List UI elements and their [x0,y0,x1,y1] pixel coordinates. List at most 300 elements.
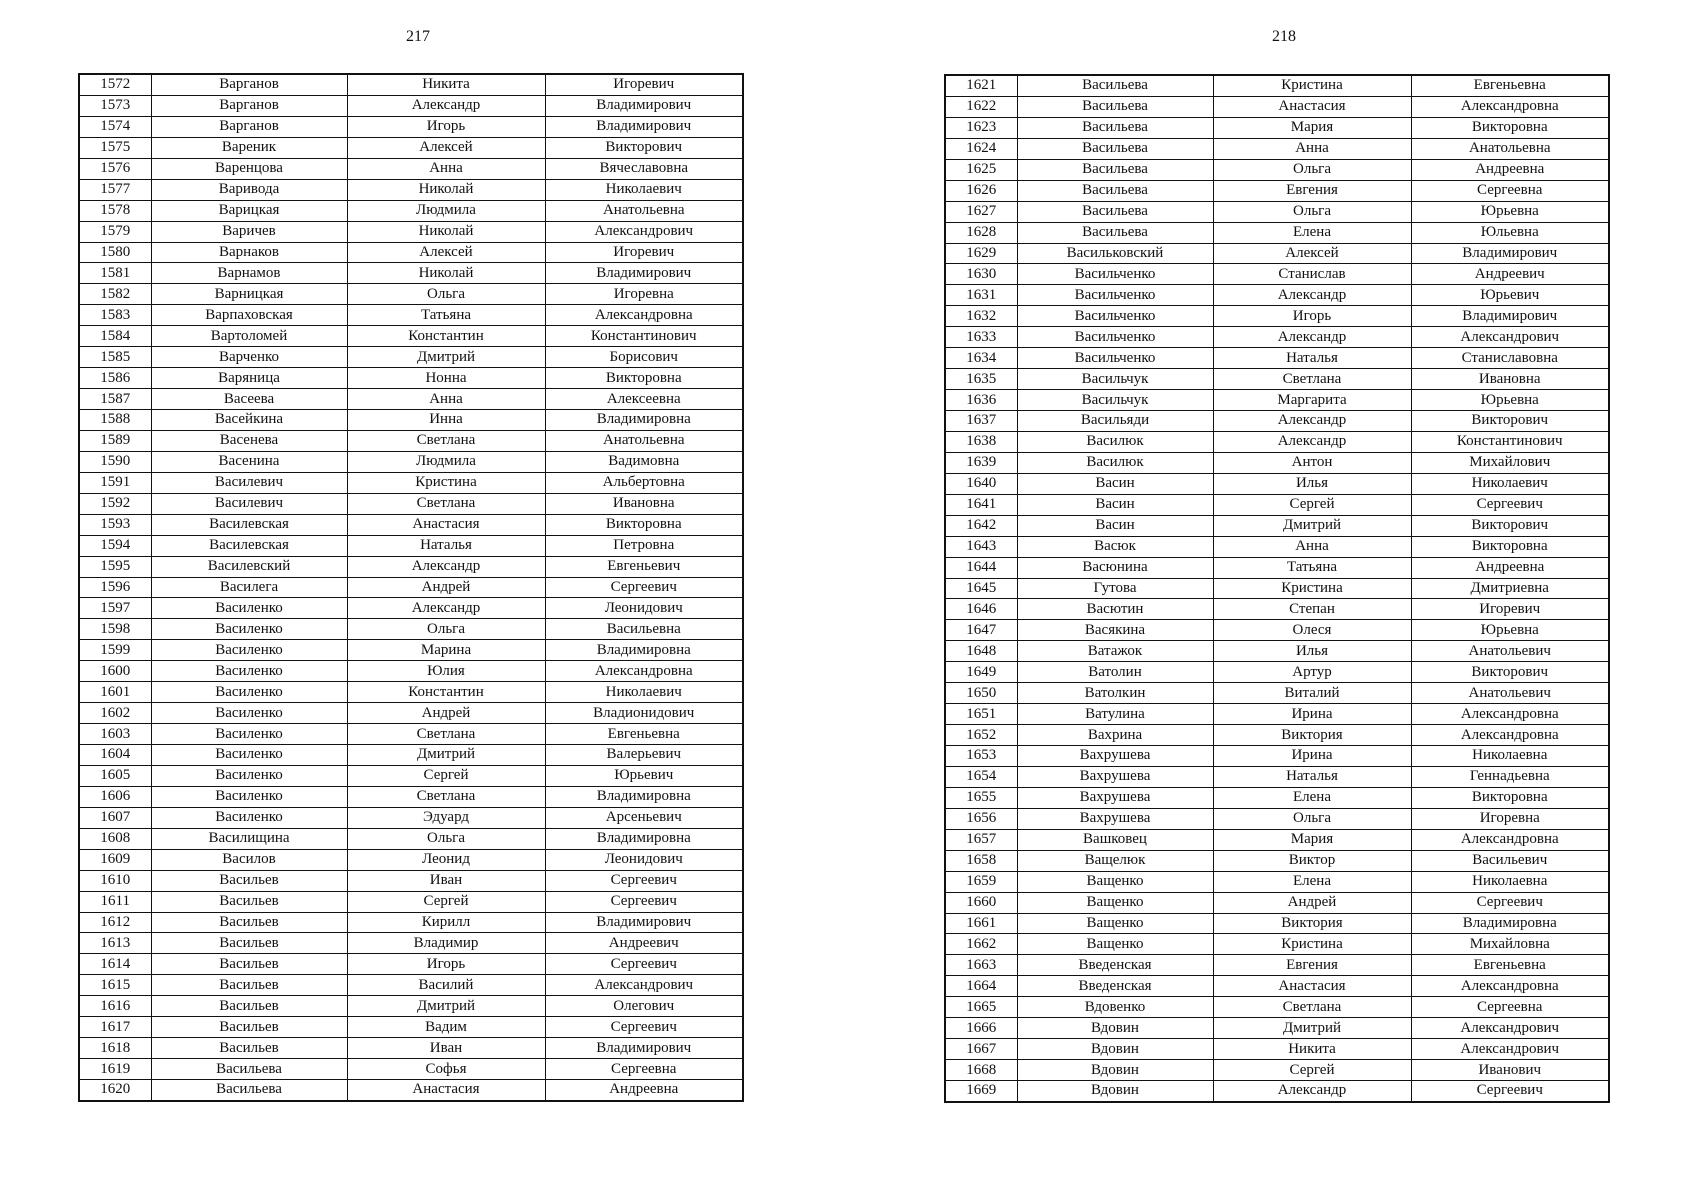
patronymic-cell: Алексеевна [545,389,743,410]
surname-cell: Василенко [151,682,347,703]
table-row [945,704,1609,725]
patronymic-cell: Владимировна [545,786,743,807]
row-number-cell: 1664 [945,976,1017,997]
patronymic-cell: Владимировна [1411,913,1609,934]
patronymic-cell: Васильевич [1411,850,1609,871]
table-row [945,494,1609,515]
table-row [79,95,743,116]
patronymic-cell: Дмитриевна [1411,578,1609,599]
table-row [79,368,743,389]
surname-cell: Васильева [1017,75,1213,96]
row-number-cell: 1593 [79,514,151,535]
first-name-cell: Дмитрий [347,745,545,766]
row-number-cell: 1637 [945,411,1017,432]
surname-cell: Васильченко [1017,264,1213,285]
patronymic-cell: Юрьевна [1411,620,1609,641]
row-number-cell: 1594 [79,535,151,556]
first-name-cell: Никита [1213,1039,1411,1060]
row-number-cell: 1625 [945,159,1017,180]
table-row [79,556,743,577]
patronymic-cell: Сергеевич [1411,1081,1609,1102]
table-row [79,284,743,305]
patronymic-cell: Андреевна [1411,557,1609,578]
first-name-cell: Вадим [347,1017,545,1038]
table-row [79,116,743,137]
patronymic-cell: Александровна [545,305,743,326]
surname-cell: Василенко [151,703,347,724]
patronymic-cell: Александровна [545,661,743,682]
table-row [945,452,1609,473]
table-row [79,933,743,954]
first-name-cell: Леонид [347,849,545,870]
row-number-cell: 1661 [945,913,1017,934]
patronymic-cell: Сергеевич [545,870,743,891]
surname-cell: Ватулина [1017,704,1213,725]
patronymic-cell: Александровна [1411,976,1609,997]
first-name-cell: Евгения [1213,955,1411,976]
patronymic-cell: Николаевна [1411,746,1609,767]
patronymic-cell: Владимировна [545,640,743,661]
surname-cell: Вахрушева [1017,766,1213,787]
patronymic-cell: Владимирович [545,116,743,137]
first-name-cell: Наталья [1213,348,1411,369]
patronymic-cell: Викторовна [1411,787,1609,808]
row-number-cell: 1654 [945,766,1017,787]
surname-cell: Варницкая [151,284,347,305]
surname-cell: Васенина [151,451,347,472]
surname-cell: Василенко [151,724,347,745]
first-name-cell: Кристина [1213,75,1411,96]
row-number-cell: 1579 [79,221,151,242]
patronymic-cell: Андреевич [545,933,743,954]
first-name-cell: Светлана [347,493,545,514]
row-number-cell: 1630 [945,264,1017,285]
table-row [945,955,1609,976]
left-page [78,0,758,1200]
table-row [945,683,1609,704]
surname-cell: Василега [151,577,347,598]
first-name-cell: Ирина [1213,746,1411,767]
table-row [945,431,1609,452]
table-row [945,1060,1609,1081]
surname-cell: Васин [1017,515,1213,536]
row-number-cell: 1609 [79,849,151,870]
patronymic-cell: Викторович [1411,662,1609,683]
table-row [945,264,1609,285]
first-name-cell: Николай [347,263,545,284]
patronymic-cell: Михайлович [1411,452,1609,473]
surname-cell: Варенцова [151,158,347,179]
row-number-cell: 1636 [945,390,1017,411]
first-name-cell: Юлия [347,661,545,682]
row-number-cell: 1628 [945,222,1017,243]
row-number-cell: 1586 [79,368,151,389]
patronymic-cell: Сергеевич [545,891,743,912]
surname-cell: Ватажок [1017,641,1213,662]
row-number-cell: 1587 [79,389,151,410]
row-number-cell: 1626 [945,180,1017,201]
patronymic-cell: Викторович [545,137,743,158]
surname-cell: Введенская [1017,955,1213,976]
surname-cell: Варнамов [151,263,347,284]
first-name-cell: Анна [1213,138,1411,159]
patronymic-cell: Александровна [1411,96,1609,117]
row-number-cell: 1629 [945,243,1017,264]
row-number-cell: 1666 [945,1018,1017,1039]
row-number-cell: 1656 [945,808,1017,829]
table-row [79,347,743,368]
table-row [945,180,1609,201]
surname-cell: Васильева [151,1080,347,1101]
table-row [945,369,1609,390]
surname-cell: Варяница [151,368,347,389]
row-number-cell: 1611 [79,891,151,912]
patronymic-cell: Владимирович [545,912,743,933]
table-row [945,787,1609,808]
surname-cell: Васильковский [1017,243,1213,264]
patronymic-cell: Вадимовна [545,451,743,472]
patronymic-cell: Владимирович [545,95,743,116]
patronymic-cell: Арсеньевич [545,807,743,828]
first-name-cell: Константин [347,682,545,703]
patronymic-cell: Михайловна [1411,934,1609,955]
first-name-cell: Артур [1213,662,1411,683]
surname-cell: Вартоломей [151,326,347,347]
row-number-cell: 1646 [945,599,1017,620]
first-name-cell: Александр [347,556,545,577]
first-name-cell: Светлана [1213,369,1411,390]
table-row [79,954,743,975]
first-name-cell: Людмила [347,200,545,221]
first-name-cell: Мария [1213,117,1411,138]
table-row [945,557,1609,578]
row-number-cell: 1642 [945,515,1017,536]
first-name-cell: Александр [1213,411,1411,432]
row-number-cell: 1632 [945,306,1017,327]
patronymic-cell: Евгеньевна [1411,75,1609,96]
row-number-cell: 1583 [79,305,151,326]
table-row [79,242,743,263]
first-name-cell: Людмила [347,451,545,472]
row-number-cell: 1624 [945,138,1017,159]
table-row [945,829,1609,850]
first-name-cell: Сергей [347,891,545,912]
table-row [945,976,1609,997]
row-number-cell: 1647 [945,620,1017,641]
row-number-cell: 1657 [945,829,1017,850]
surname-cell: Варченко [151,347,347,368]
table-row [945,641,1609,662]
surname-cell: Васильев [151,933,347,954]
row-number-cell: 1607 [79,807,151,828]
first-name-cell: Антон [1213,452,1411,473]
row-number-cell: 1618 [79,1038,151,1059]
surname-cell: Василенко [151,661,347,682]
first-name-cell: Кирилл [347,912,545,933]
surname-cell: Василенко [151,745,347,766]
row-number-cell: 1645 [945,578,1017,599]
patronymic-cell: Леонидович [545,849,743,870]
surname-cell: Варнаков [151,242,347,263]
patronymic-cell: Александровна [1411,725,1609,746]
row-number-cell: 1640 [945,473,1017,494]
surname-cell: Васюк [1017,536,1213,557]
surname-cell: Васильев [151,996,347,1017]
table-row [79,849,743,870]
row-number-cell: 1596 [79,577,151,598]
table-row [79,619,743,640]
patronymic-cell: Сергеевна [545,1059,743,1080]
first-name-cell: Светлана [347,430,545,451]
row-number-cell: 1617 [79,1017,151,1038]
first-name-cell: Эдуард [347,807,545,828]
row-number-cell: 1575 [79,137,151,158]
table-row [79,828,743,849]
table-row [945,473,1609,494]
first-name-cell: Кристина [347,472,545,493]
surname-cell: Василенко [151,807,347,828]
table-row [945,327,1609,348]
surname-cell: Васильченко [1017,285,1213,306]
table-row [945,850,1609,871]
first-name-cell: Ольга [1213,159,1411,180]
surname-cell: Вахрушева [1017,787,1213,808]
first-name-cell: Елена [1213,871,1411,892]
surname-cell: Ващенко [1017,871,1213,892]
patronymic-cell: Александрович [1411,327,1609,348]
first-name-cell: Сергей [1213,1060,1411,1081]
patronymic-cell: Викторович [1411,515,1609,536]
table-row [79,996,743,1017]
surname-cell: Василенко [151,619,347,640]
row-number-cell: 1665 [945,997,1017,1018]
table-row [79,389,743,410]
first-name-cell: Евгения [1213,180,1411,201]
first-name-cell: Виталий [1213,683,1411,704]
patronymic-cell: Андреевич [1411,264,1609,285]
table-row [79,786,743,807]
surname-cell: Василов [151,849,347,870]
first-name-cell: Анастасия [1213,976,1411,997]
first-name-cell: Ольга [347,619,545,640]
first-name-cell: Дмитрий [347,347,545,368]
patronymic-cell: Игоревич [1411,599,1609,620]
row-number-cell: 1638 [945,431,1017,452]
first-name-cell: Ольга [347,284,545,305]
row-number-cell: 1602 [79,703,151,724]
row-number-cell: 1652 [945,725,1017,746]
row-number-cell: 1574 [79,116,151,137]
table-row [945,390,1609,411]
row-number-cell: 1592 [79,493,151,514]
table-row [945,138,1609,159]
table-row [79,137,743,158]
table-row [79,577,743,598]
patronymic-cell: Ивановна [1411,369,1609,390]
table-row [945,599,1609,620]
patronymic-cell: Сергеевич [545,954,743,975]
surname-cell: Вашковец [1017,829,1213,850]
surname-cell: Васин [1017,473,1213,494]
first-name-cell: Татьяна [347,305,545,326]
patronymic-cell: Александрович [1411,1039,1609,1060]
first-name-cell: Софья [347,1059,545,1080]
row-number-cell: 1595 [79,556,151,577]
table-row [79,472,743,493]
first-name-cell: Инна [347,410,545,431]
table-row [79,912,743,933]
table-row [945,913,1609,934]
patronymic-cell: Викторовна [545,368,743,389]
first-name-cell: Виктор [1213,850,1411,871]
surname-cell: Васильев [151,912,347,933]
first-name-cell: Андрей [347,577,545,598]
table-row [945,578,1609,599]
row-number-cell: 1649 [945,662,1017,683]
first-name-cell: Игорь [1213,306,1411,327]
patronymic-cell: Евгеньевна [545,724,743,745]
row-number-cell: 1591 [79,472,151,493]
patronymic-cell: Владимирович [545,1038,743,1059]
first-name-cell: Сергей [1213,494,1411,515]
first-name-cell: Николай [347,179,545,200]
row-number-cell: 1659 [945,871,1017,892]
row-number-cell: 1598 [79,619,151,640]
surname-cell: Василевич [151,493,347,514]
table-row [79,410,743,431]
table-row [79,451,743,472]
surname-cell: Василюк [1017,431,1213,452]
patronymic-cell: Леонидович [545,598,743,619]
first-name-cell: Иван [347,870,545,891]
patronymic-cell: Евгеньевич [545,556,743,577]
patronymic-cell: Константинович [1411,431,1609,452]
surname-cell: Васильев [151,1038,347,1059]
first-name-cell: Кристина [1213,578,1411,599]
patronymic-cell: Владимирович [1411,306,1609,327]
surname-cell: Василищина [151,828,347,849]
table-row [945,159,1609,180]
surname-cell: Васильева [1017,222,1213,243]
row-number-cell: 1635 [945,369,1017,390]
first-name-cell: Елена [1213,222,1411,243]
surname-cell: Васильева [1017,201,1213,222]
surname-cell: Васильева [1017,96,1213,117]
table-row [79,661,743,682]
row-number-cell: 1662 [945,934,1017,955]
patronymic-cell: Викторовна [1411,117,1609,138]
table-row [945,75,1609,96]
table-row [79,1080,743,1101]
surname-cell: Варганов [151,74,347,95]
table-row [945,725,1609,746]
table-row [79,870,743,891]
surname-cell: Васильчук [1017,369,1213,390]
first-name-cell: Маргарита [1213,390,1411,411]
table-row [945,892,1609,913]
table-row [945,746,1609,767]
patronymic-cell: Александровна [1411,829,1609,850]
patronymic-cell: Владимировна [545,410,743,431]
surname-cell: Василевский [151,556,347,577]
row-number-cell: 1648 [945,641,1017,662]
surname-cell: Вахрина [1017,725,1213,746]
surname-cell: Варивода [151,179,347,200]
table-row [945,222,1609,243]
row-number-cell: 1577 [79,179,151,200]
table-row [945,620,1609,641]
first-name-cell: Никита [347,74,545,95]
row-number-cell: 1616 [79,996,151,1017]
first-name-cell: Александр [347,95,545,116]
row-number-cell: 1580 [79,242,151,263]
first-name-cell: Анна [347,389,545,410]
first-name-cell: Николай [347,221,545,242]
row-number-cell: 1578 [79,200,151,221]
patronymic-cell: Николаевич [545,179,743,200]
patronymic-cell: Сергеевич [1411,494,1609,515]
row-number-cell: 1599 [79,640,151,661]
patronymic-cell: Викторовна [1411,536,1609,557]
surname-cell: Василенко [151,765,347,786]
row-number-cell: 1668 [945,1060,1017,1081]
row-number-cell: 1643 [945,536,1017,557]
surname-cell: Вдовенко [1017,997,1213,1018]
table-row [79,493,743,514]
table-row [945,1039,1609,1060]
patronymic-cell: Николаевна [1411,871,1609,892]
first-name-cell: Александр [347,598,545,619]
table-row [945,306,1609,327]
patronymic-cell: Геннадьевна [1411,766,1609,787]
first-name-cell: Нонна [347,368,545,389]
first-name-cell: Алексей [1213,243,1411,264]
table-row [79,74,743,95]
surname-cell: Василевская [151,514,347,535]
table-row [79,640,743,661]
surname-cell: Васютин [1017,599,1213,620]
surname-cell: Васильченко [1017,348,1213,369]
page-number: 217 [406,28,430,45]
row-number-cell: 1572 [79,74,151,95]
first-name-cell: Владимир [347,933,545,954]
patronymic-cell: Александрович [545,221,743,242]
patronymic-cell: Сергеевич [545,577,743,598]
surname-cell: Вахрушева [1017,746,1213,767]
row-number-cell: 1634 [945,348,1017,369]
first-name-cell: Александр [1213,1081,1411,1102]
table-row [79,158,743,179]
surname-cell: Васякина [1017,620,1213,641]
patronymic-cell: Александрович [545,975,743,996]
first-name-cell: Анастасия [347,1080,545,1101]
surname-cell: Варганов [151,95,347,116]
row-number-cell: 1614 [79,954,151,975]
patronymic-cell: Иванович [1411,1060,1609,1081]
row-number-cell: 1639 [945,452,1017,473]
first-name-cell: Анастасия [347,514,545,535]
table-row [79,745,743,766]
first-name-cell: Анна [1213,536,1411,557]
surname-cell: Варпаховская [151,305,347,326]
first-name-cell: Илья [1213,641,1411,662]
first-name-cell: Дмитрий [1213,1018,1411,1039]
surname-cell: Васильчук [1017,390,1213,411]
surname-cell: Васильев [151,975,347,996]
surname-cell: Вареник [151,137,347,158]
roster-table [78,73,744,1102]
row-number-cell: 1619 [79,1059,151,1080]
